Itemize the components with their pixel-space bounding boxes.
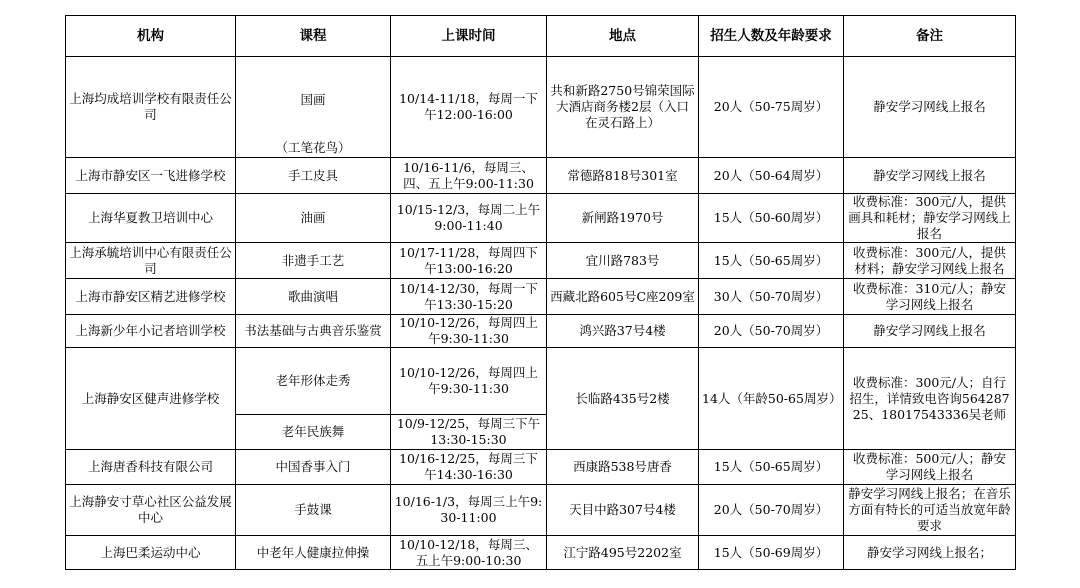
course-name: 国画: [300, 92, 326, 107]
table-row: [66, 485, 1016, 536]
cell-enroll: 20人（50-75周岁）: [699, 57, 844, 158]
header-org: 机构: [66, 16, 236, 57]
cell-course: 手鼓课: [236, 485, 391, 536]
cell-note: 收费标准：300元/人，提供画具和耗材；静安学习网线上报名: [844, 194, 1016, 243]
cell-note: 静安学习网线上报名: [844, 315, 1016, 348]
cell-location: 西藏北路605号C座209室: [547, 279, 699, 315]
header-time: 上课时间: [391, 16, 547, 57]
cell-course: 中国香事入门: [236, 450, 391, 485]
cell-time: 10/14-12/30，每周一下午13:30-15:20: [391, 279, 547, 315]
cell-time: 10/17-11/28，每周四下午13:00-16:20: [391, 243, 547, 279]
cell-time: 10/10-12/26，每周四上午9:30-11:30: [391, 348, 547, 415]
cell-course: 非遗手工艺: [236, 243, 391, 279]
cell-location: 共和新路2750号锦荣国际大酒店商务楼2层（入口在灵石路上）: [547, 57, 699, 158]
course-subtitle: （工笔花鸟）: [275, 140, 351, 155]
cell-note: 收费标准：310元/人；静安学习网线上报名: [844, 279, 1016, 315]
cell-note: 收费标准：300元/人；自行招生，详情致电咨询56428725、18017543336吴老师: [844, 348, 1016, 450]
cell-org: 上海华夏教卫培训中心: [66, 194, 236, 243]
table-row: [66, 57, 1016, 158]
cell-location: 鸿兴路37号4楼: [547, 315, 699, 348]
table-row: [66, 348, 1016, 415]
cell-note: 收费标准：300元/人，提供材料；静安学习网线上报名: [844, 243, 1016, 279]
cell-location: 长临路435号2楼: [547, 348, 699, 450]
cell-enroll: 20人（50-70周岁）: [699, 315, 844, 348]
cell-org: 上海新少年小记者培训学校: [66, 315, 236, 348]
cell-course: 中老年人健康拉伸操: [236, 536, 391, 570]
header-row: [66, 16, 1016, 57]
header-location: 地点: [547, 16, 699, 57]
cell-time: 10/16-12/25，每周三下午14:30-16:30: [391, 450, 547, 485]
course-table: [65, 15, 1016, 570]
cell-org: 上海承毓培训中心有限责任公司: [66, 243, 236, 279]
cell-location: 常德路818号301室: [547, 158, 699, 194]
cell-note: 收费标准：500元/人；静安学习网线上报名: [844, 450, 1016, 485]
table-row: [66, 536, 1016, 570]
cell-course: 书法基础与古典音乐鉴赏: [236, 315, 391, 348]
cell-org: 上海均成培训学校有限责任公司: [66, 57, 236, 158]
cell-location: 江宁路495号2202室: [547, 536, 699, 570]
table-row: [66, 315, 1016, 348]
cell-location: 宜川路783号: [547, 243, 699, 279]
cell-time: 10/16-1/3，每周三上午9:30-11:00: [391, 485, 547, 536]
cell-course: [236, 57, 391, 158]
cell-course: 油画: [236, 194, 391, 243]
header-note: 备注: [844, 16, 1016, 57]
cell-enroll: 30人（50-70周岁）: [699, 279, 844, 315]
cell-location: 天目中路307号4楼: [547, 485, 699, 536]
cell-time: 10/14-11/18，每周一下午12:00-16:00: [391, 57, 547, 158]
cell-org: 上海市静安区精艺进修学校: [66, 279, 236, 315]
cell-location: 西康路538号唐香: [547, 450, 699, 485]
cell-location: 新闸路1970号: [547, 194, 699, 243]
cell-note: 静安学习网线上报名: [844, 57, 1016, 158]
cell-enroll: 15人（50-65周岁）: [699, 243, 844, 279]
cell-time: 10/9-12/25，每周三下午13:30-15:30: [391, 415, 547, 450]
cell-note: 静安学习网线上报名；在音乐方面有特长的可适当放宽年龄要求: [844, 485, 1016, 536]
cell-note: 静安学习网线上报名: [844, 158, 1016, 194]
cell-course: 歌曲演唱: [236, 279, 391, 315]
cell-org: 上海巴柔运动中心: [66, 536, 236, 570]
cell-org: 上海静安寸草心社区公益发展中心: [66, 485, 236, 536]
table-row: [66, 158, 1016, 194]
cell-enroll: 20人（50-70周岁）: [699, 485, 844, 536]
cell-org: 上海静安区健声进修学校: [66, 348, 236, 450]
table-row: [66, 243, 1016, 279]
cell-enroll: 15人（50-69周岁）: [699, 536, 844, 570]
cell-time: 10/10-12/18，每周三、五上午9:00-10:30: [391, 536, 547, 570]
cell-time: 10/16-11/6，每周三、四、五上午9:00-11:30: [391, 158, 547, 194]
cell-time: 10/15-12/3，每周二上午9:00-11:40: [391, 194, 547, 243]
table-row: [66, 279, 1016, 315]
cell-enroll: 20人（50-64周岁）: [699, 158, 844, 194]
cell-enroll: 15人（50-60周岁）: [699, 194, 844, 243]
cell-course: 老年形体走秀: [236, 348, 391, 415]
cell-enroll: 14人（年龄50-65周岁）: [699, 348, 844, 450]
cell-time: 10/10-12/26，每周四上午9:30-11:30: [391, 315, 547, 348]
cell-org: 上海唐香科技有限公司: [66, 450, 236, 485]
header-enroll: 招生人数及年龄要求: [699, 16, 844, 57]
cell-note: 静安学习网线上报名；: [844, 536, 1016, 570]
cell-course: 手工皮具: [236, 158, 391, 194]
table-row: [66, 450, 1016, 485]
header-course: 课程: [236, 16, 391, 57]
table-row: [66, 194, 1016, 243]
cell-org: 上海市静安区一飞进修学校: [66, 158, 236, 194]
cell-enroll: 15人（50-65周岁）: [699, 450, 844, 485]
cell-course: 老年民族舞: [236, 415, 391, 450]
